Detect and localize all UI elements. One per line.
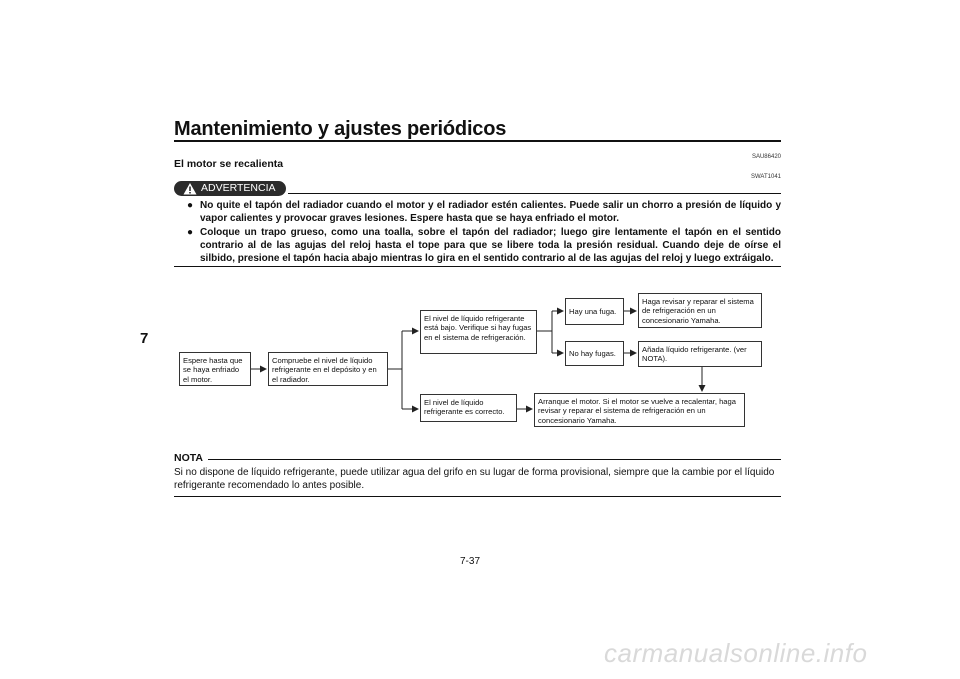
- flow-box-low-level: El nivel de líquido refrigerante está bajo. Verifique si hay fugas en el sistema de refrigeración.: [420, 310, 537, 354]
- nota-label: NOTA: [174, 452, 203, 464]
- warning-label-text: ADVERTENCIA: [201, 182, 276, 194]
- bullet-icon: ●: [187, 226, 194, 238]
- flow-box-check: Compruebe el nivel de líquido refrigerante en el depósito y en el radiador.: [268, 352, 388, 386]
- flow-box-start-engine: Arranque el motor. Si el motor se vuelve a recalentar, haga revisar y reparar el sistema de refrigeración en un concesionario Yamaha.: [534, 393, 745, 427]
- flow-box-repair: Haga revisar y reparar el sistema de refrigeración en un concesionario Yamaha.: [638, 293, 762, 328]
- page-header-title: Mantenimiento y ajustes periódicos: [174, 118, 507, 140]
- warning-item: ● No quite el tapón del radiador cuando el motor y el radiador estén calientes. Puede salir un chorro a presión de líquido y vapor calientes y provocar graves lesiones. Espere hasta que se haya enfriado el motor.: [187, 200, 781, 225]
- section-title: El motor se recalienta: [174, 158, 284, 170]
- nota-rule-top: [208, 459, 781, 460]
- nota-rule-bottom: [174, 496, 781, 497]
- flow-box-wait: Espere hasta que se haya enfriado el motor.: [179, 352, 251, 386]
- section-code: SAU86420: [751, 154, 781, 160]
- warning-item: ● Coloque un trapo grueso, como una toalla, sobre el tapón del radiador; luego gire lentamente el tapón en el sentido contrario al de las agujas del reloj hasta el tope para que se libere toda la presión residual. Cuando deje de oírse el silbido, presione el tapón hacia abajo mientras lo gira en el sentido contrario al de las agujas del reloj y luego extráigalo.: [187, 226, 781, 265]
- chapter-tab: 7: [140, 330, 149, 347]
- watermark: carmanualsonline.info: [604, 638, 868, 668]
- flow-box-no-leak: No hay fugas.: [565, 341, 624, 366]
- nota-text: Si no dispone de líquido refrigerante, puede utilizar agua del grifo en su lugar de forma provisional, siempre que la cambie por el líquido refrigerante recomendado lo antes posible.: [174, 467, 775, 491]
- warning-code: SWAT1041: [750, 174, 781, 180]
- page-number: 7-37: [460, 556, 481, 567]
- bullet-icon: ●: [187, 200, 194, 211]
- flow-box-add-coolant: Añada líquido refrigerante. (ver NOTA).: [638, 341, 762, 367]
- flow-box-level-ok: El nivel de líquido refrigerante es correcto.: [420, 394, 517, 422]
- flow-box-leak: Hay una fuga.: [565, 298, 624, 325]
